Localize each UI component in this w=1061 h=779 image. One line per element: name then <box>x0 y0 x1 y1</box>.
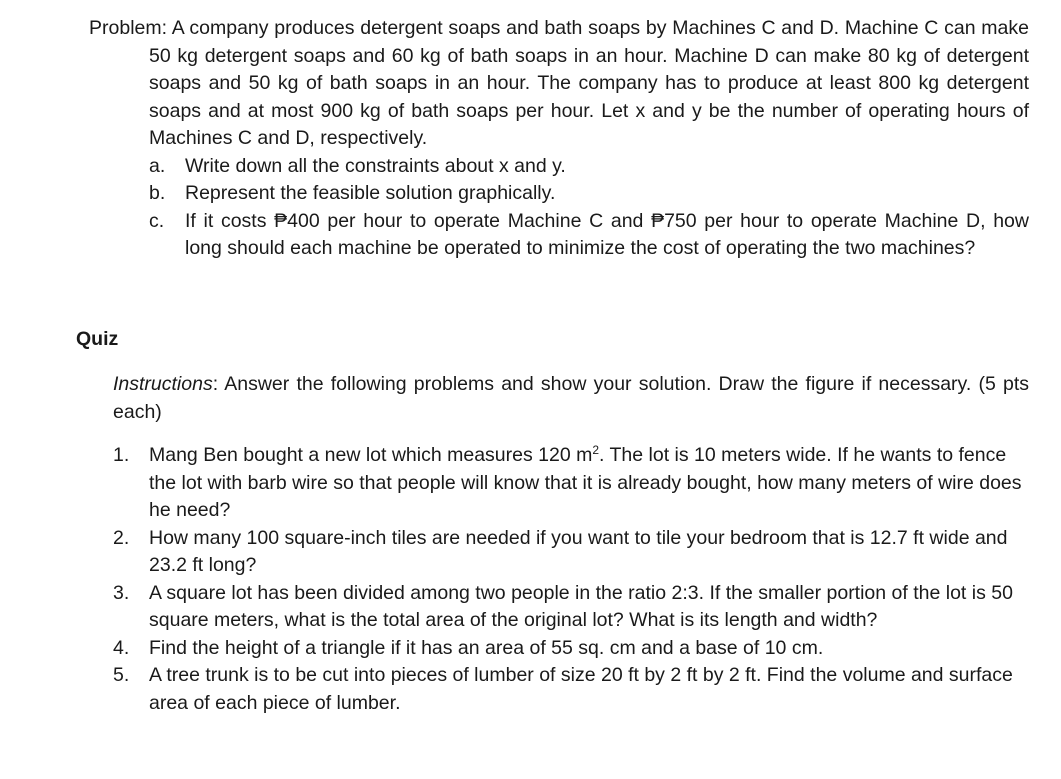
question-text <box>149 444 1022 521</box>
question-number: 4. <box>113 636 130 659</box>
subquestion-marker: b. <box>149 182 166 204</box>
question-text-part: . The lot is 10 meters wide. If he wants to fence the lot with barb wire so that people will know that it is already bought, how many meters of wire does he need? <box>149 444 1022 521</box>
question-text: A square lot has been divided among two people in the ratio 2:3. If the smaller portion of the lot is 50 square meters, what is the total area of the original lot? What is its length and width? <box>149 581 1013 631</box>
question-text: A tree trunk is to be cut into pieces of lumber of size 20 ft by 2 ft by 2 ft. Find the volume and surface area of each piece of lumber. <box>149 664 1013 714</box>
quiz-question-4 <box>113 635 1023 663</box>
question-number: 5. <box>113 664 130 686</box>
subquestion-text: Write down all the constraints about x and y. <box>185 154 566 177</box>
subquestion-marker: a. <box>149 154 166 177</box>
problem-subquestion-a <box>89 153 1029 181</box>
question-text: How many 100 square-inch tiles are needed if you want to tile your bedroom that is 12.7 ft wide and 23.2 ft long? <box>149 526 1008 576</box>
problem-subquestion-b <box>89 180 1029 208</box>
question-text: Find the height of a triangle if it has an area of 55 sq. cm and a base of 10 cm. <box>149 636 824 659</box>
instructions-label: Instructions <box>113 373 213 395</box>
quiz-heading: Quiz <box>76 328 119 350</box>
question-number: 3. <box>113 581 130 604</box>
problem-subquestions <box>89 153 1029 263</box>
subquestion-text: Represent the feasible solution graphically. <box>185 182 556 204</box>
problem-subquestion-c <box>89 208 1029 263</box>
subquestion-text: If it costs ₱400 per hour to operate Machine C and ₱750 per hour to operate Machine D, how long should each machine be operated to minimize the cost of operating the two machines? <box>185 209 1029 259</box>
quiz-question-1 <box>113 442 1023 525</box>
quiz-question-list <box>113 442 1023 717</box>
question-number: 1. <box>113 444 130 466</box>
problem-section <box>89 15 1029 263</box>
quiz-question-3 <box>113 580 1023 635</box>
quiz-question-2 <box>113 525 1023 580</box>
instructions-text: : Answer the following problems and show your solution. Draw the figure if necessary. (5 pts each) <box>113 373 1029 423</box>
question-text-part: Mang Ben bought a new lot which measures 120 m <box>149 444 593 466</box>
subquestion-marker: c. <box>149 209 165 232</box>
quiz-question-5 <box>113 662 1023 717</box>
quiz-instructions <box>113 371 1029 426</box>
superscript: 2 <box>592 443 600 457</box>
problem-statement: Problem: A company produces detergent soaps and bath soaps by Machines C and D. Machine C can make 50 kg detergent soaps and 60 kg of bath soaps in an hour. Machine D can make 80 kg of detergent soaps and 50 kg of bath soaps in an hour. The company has to produce at least 800 kg detergent soaps and at most 900 kg of bath soaps per hour. Let x and y be the number of operating hours of Machines C and D, respectively. <box>89 17 1029 149</box>
question-number: 2. <box>113 526 130 549</box>
